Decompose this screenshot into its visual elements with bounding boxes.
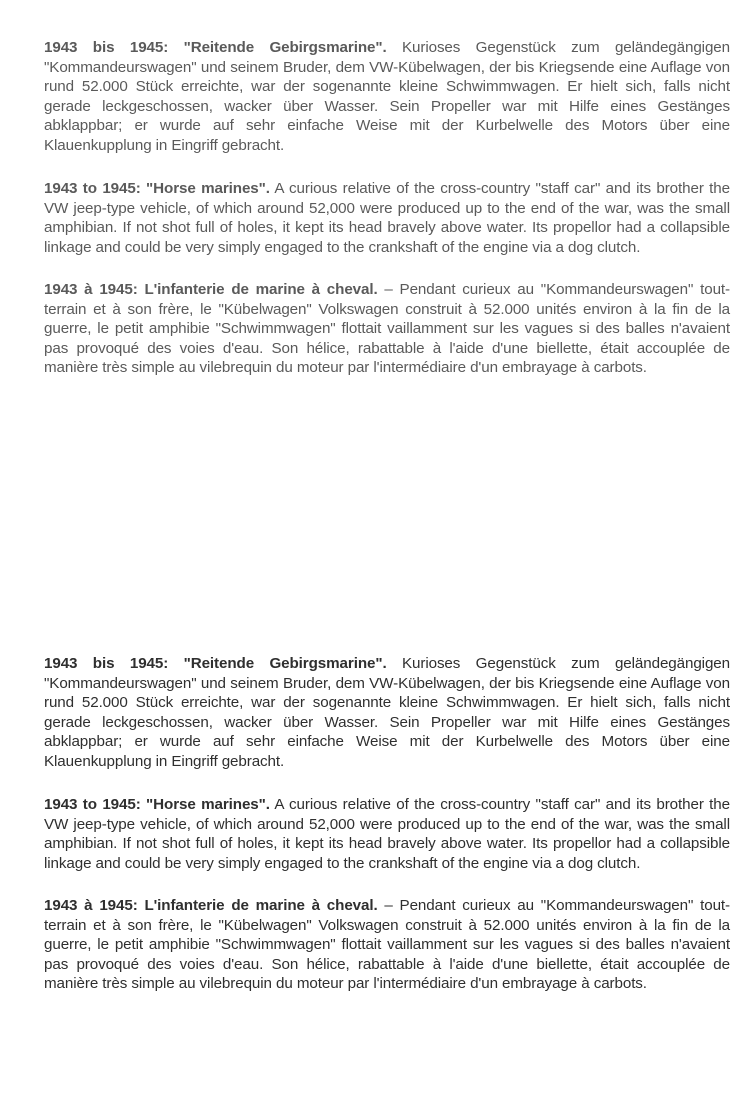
caption-heading: 1943 bis 1945: "Reitende Gebirgsmarine". (44, 39, 387, 56)
caption-text: A curious relative of the cross-country "staff car" and its brother the VW jeep-type vehicle, of which around 52,000 were produced up to the end of the war, was the small amphibian. If not shot full of holes, it kept its head bravely above water. Its propellor had a collapsible linkage and could be very simply engaged to the crankshaft of the engine via a dog clutch. (44, 796, 730, 872)
caption-heading: 1943 à 1945: L'infanterie de marine à cheval. (44, 897, 378, 914)
caption-english (44, 179, 730, 257)
caption-english (44, 795, 730, 873)
caption-german (44, 654, 730, 771)
caption-german (44, 38, 730, 155)
caption-text: Kurioses Gegenstück zum geländegängigen "Kommandeurswagen" und seinem Bruder, dem VW-Kübelwagen, der bis Kriegsende eine Auflage von rund 52.000 Stück erreichte, war der sogenannte kleine Schwimmwagen. Er hielt sich, falls nicht gerade leckgeschossen, wacker über Wasser. Sein Propeller war mit Hilfe eines Gestänges abklappbar; er wurde auf sehr einfache Weise mit der Kurbelwelle des Motors über eine Klauenkupplung in Eingriff gebracht. (44, 39, 730, 154)
caption-heading: 1943 à 1945: L'infanterie de marine à cheval. (44, 281, 378, 298)
caption-text: – Pendant curieux au "Kommandeurswagen" tout-terrain et à son frère, le "Kübelwagen" Volkswagen construit à 52.000 unités environ à la fin de la guerre, le petit amphibie "Schwimmwagen" flottait vaillamment sur les vagues si des balles n'avaient pas provoqué des voies d'eau. Son hélice, rabattable à l'aide d'une biellette, était accouplée de manière très simple au vilebrequin du moteur par l'intermédiaire d'un embrayage à carbots. (44, 281, 730, 376)
caption-french (44, 896, 730, 994)
caption-block-top (44, 38, 730, 401)
caption-text: A curious relative of the cross-country "staff car" and its brother the VW jeep-type vehicle, of which around 52,000 were produced up to the end of the war, was the small amphibian. If not shot full of holes, it kept its head bravely above water. Its propellor had a collapsible linkage and could be very simply engaged to the crankshaft of the engine via a dog clutch. (44, 180, 730, 256)
caption-heading: 1943 to 1945: "Horse marines". (44, 180, 270, 197)
caption-heading: 1943 bis 1945: "Reitende Gebirgsmarine". (44, 655, 387, 672)
caption-french (44, 280, 730, 378)
caption-block-bottom (44, 654, 730, 1017)
caption-heading: 1943 to 1945: "Horse marines". (44, 796, 270, 813)
caption-text: Kurioses Gegenstück zum geländegängigen "Kommandeurswagen" und seinem Bruder, dem VW-Kübelwagen, der bis Kriegsende eine Auflage von rund 52.000 Stück erreichte, war der sogenannte kleine Schwimmwagen. Er hielt sich, falls nicht gerade leckgeschossen, wacker über Wasser. Sein Propeller war mit Hilfe eines Gestänges abklappbar; er wurde auf sehr einfache Weise mit der Kurbelwelle des Motors über eine Klauenkupplung in Eingriff gebracht. (44, 655, 730, 770)
caption-text: – Pendant curieux au "Kommandeurswagen" tout-terrain et à son frère, le "Kübelwagen" Volkswagen construit à 52.000 unités environ à la fin de la guerre, le petit amphibie "Schwimmwagen" flottait vaillamment sur les vagues si des balles n'avaient pas provoqué des voies d'eau. Son hélice, rabattable à l'aide d'une biellette, était accouplée de manière très simple au vilebrequin du moteur par l'intermédiaire d'un embrayage à carbots. (44, 897, 730, 992)
